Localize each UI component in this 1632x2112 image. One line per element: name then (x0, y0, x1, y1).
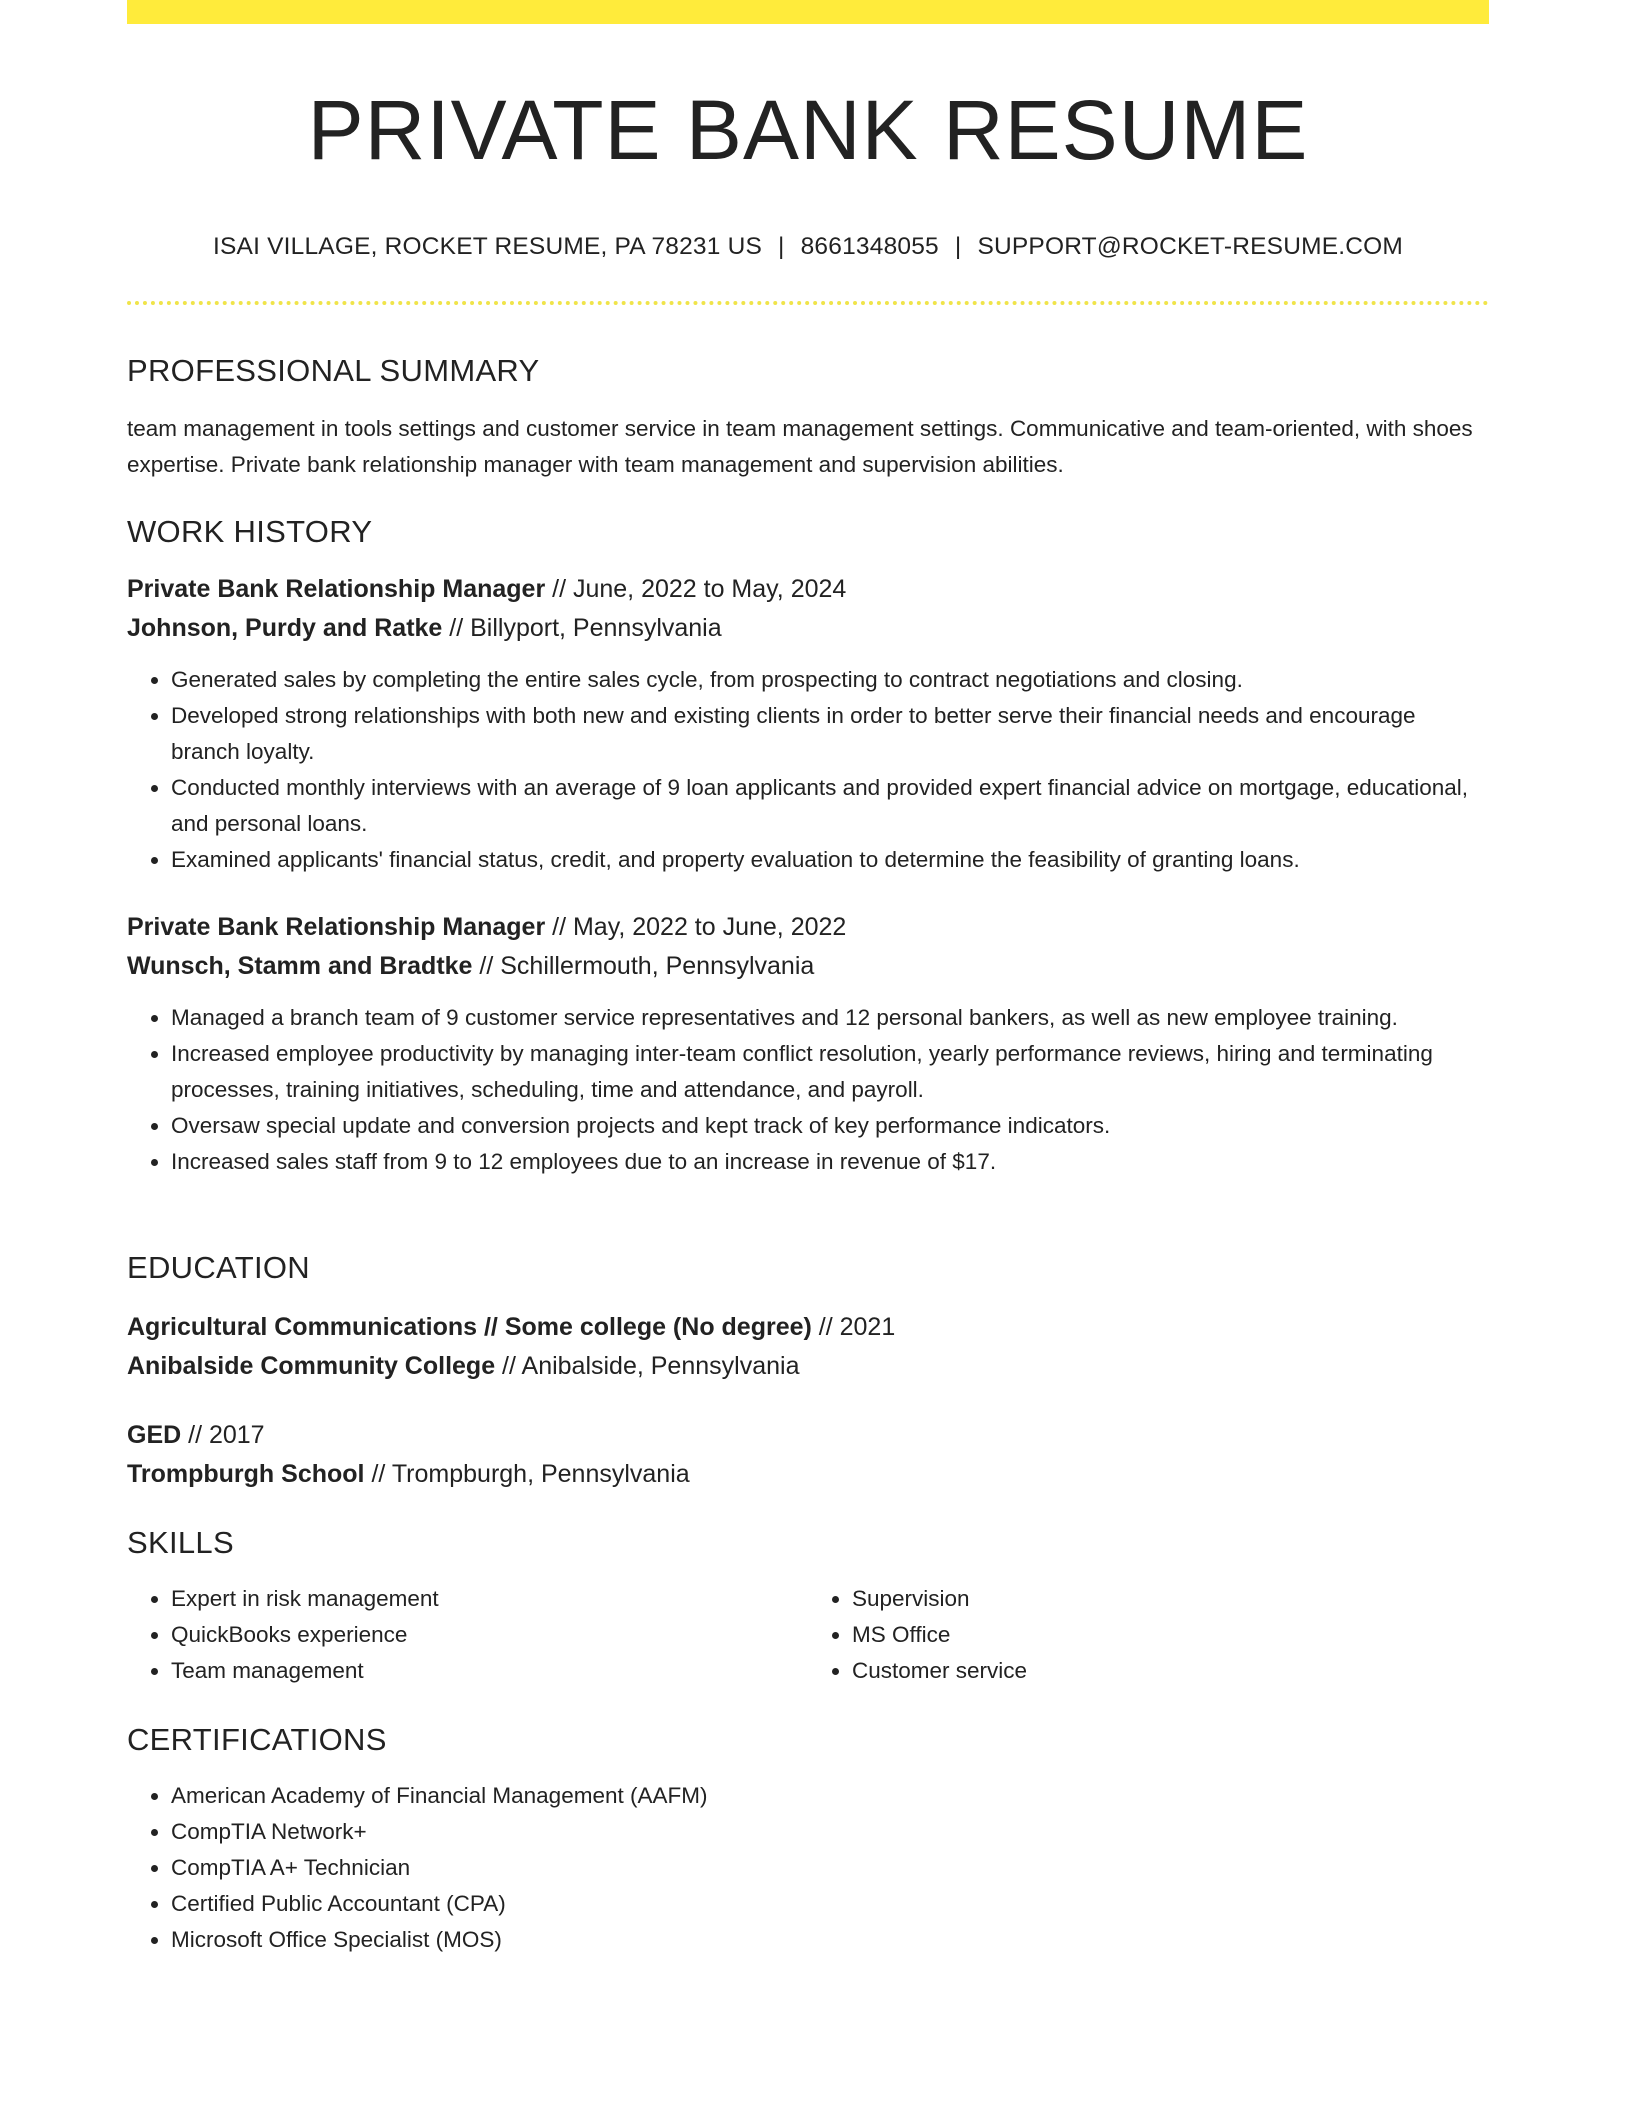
list-item: • QuickBooks experience (171, 1617, 808, 1653)
list-item: • Developed strong relationships with both new and existing clients in order to better serve their financial needs and encourage branch loyalty. (171, 698, 1489, 770)
contact-email[interactable]: SUPPORT@ROCKET-RESUME.COM (977, 233, 1403, 261)
contact-phone[interactable]: 8661348055 (800, 233, 939, 261)
list-item: • Conducted monthly interviews with an average of 9 loan applicants and provided expert financial advice on mortgage, educational, and personal loans. (171, 770, 1489, 842)
certifications-section (127, 1721, 1489, 1958)
summary-section (127, 352, 1489, 483)
section-heading: CERTIFICATIONS (127, 1722, 387, 1757)
skills-section (127, 1524, 1489, 1689)
school-location: // Anibalside, Pennsylvania (495, 1352, 800, 1381)
list-item: • Expert in risk management (171, 1581, 808, 1617)
company-location: // Billyport, Pennsylvania (442, 614, 722, 643)
list-item: • Generated sales by completing the entire sales cycle, from prospecting to contract negotiations and closing. (171, 662, 1489, 698)
school-location: // Trompburgh, Pennsylvania (364, 1460, 690, 1489)
resume-page (127, 0, 1489, 1953)
school-line (127, 1455, 1489, 1494)
contact-separator: | (778, 233, 785, 261)
skills-grid (127, 1581, 1489, 1689)
list-item: • CompTIA A+ Technician (171, 1850, 1489, 1886)
skills-column-right (808, 1581, 1489, 1689)
degree-year: // 2017 (181, 1421, 265, 1450)
list-item: • Oversaw special update and conversion projects and kept track of key performance indicators. (171, 1108, 1489, 1144)
list-item: • Increased sales staff from 9 to 12 employees due to an increase in revenue of $17. (171, 1144, 1489, 1180)
resume-title: PRIVATE BANK RESUME (307, 83, 1309, 177)
degree-line (127, 1416, 1489, 1455)
dotted-divider (127, 301, 1489, 305)
school-line (127, 1347, 1489, 1386)
job-title-line (127, 908, 1489, 947)
school-name: Anibalside Community College (127, 1352, 496, 1381)
accent-top-bar (127, 0, 1489, 24)
summary-text: team management in tools settings and customer service in team management settings. Communicative and team-oriented, with shoes expertise. Private bank relationship manager with team management and supervision abilities. (127, 416, 1473, 478)
job-entry (127, 908, 1489, 1180)
list-item: • American Academy of Financial Management (AAFM) (171, 1778, 1489, 1814)
company-name: Wunsch, Stamm and Bradtke (127, 952, 473, 981)
section-heading: WORK HISTORY (127, 514, 373, 549)
list-item: • Managed a branch team of 9 customer service representatives and 12 personal bankers, as well as new employee training. (171, 1000, 1489, 1036)
contact-separator: | (954, 233, 962, 261)
list-item: • MS Office (852, 1617, 1489, 1653)
job-bullets (127, 1000, 1489, 1180)
job-title: Private Bank Relationship Manager (127, 913, 546, 942)
company-location: // Schillermouth, Pennsylvania (472, 952, 815, 981)
list-item: • Supervision (852, 1581, 1489, 1617)
section-heading: EDUCATION (127, 1250, 310, 1285)
company-name: Johnson, Purdy and Ratke (127, 614, 443, 643)
job-dates: // June, 2022 to May, 2024 (545, 575, 847, 604)
section-heading: PROFESSIONAL SUMMARY (127, 353, 540, 388)
education-entry (127, 1416, 1489, 1494)
list-item: • Increased employee productivity by managing inter-team conflict resolution, yearly performance reviews, hiring and terminating processes, training initiatives, scheduling, time and attendance, and payroll. (171, 1036, 1489, 1108)
certifications-list (127, 1778, 1489, 1958)
list-item: • Team management (171, 1653, 808, 1689)
school-name: Trompburgh School (127, 1460, 365, 1489)
education-section (127, 1249, 1489, 1494)
list-item: • CompTIA Network+ (171, 1814, 1489, 1850)
work-history-section (127, 513, 1489, 1180)
contact-address: ISAI VILLAGE, ROCKET RESUME, PA 78231 US (212, 233, 763, 261)
job-bullets (127, 662, 1489, 878)
section-heading: SKILLS (127, 1525, 234, 1560)
skills-column-left (127, 1581, 808, 1689)
job-dates: // May, 2022 to June, 2022 (545, 913, 847, 942)
list-item: • Microsoft Office Specialist (MOS) (171, 1922, 1489, 1958)
job-title: Private Bank Relationship Manager (127, 575, 546, 604)
education-entry (127, 1308, 1489, 1386)
list-item: • Examined applicants' financial status, credit, and property evaluation to determine the feasibility of granting loans. (171, 842, 1489, 878)
degree-name: GED (127, 1421, 182, 1450)
list-item: • Certified Public Accountant (CPA) (171, 1886, 1489, 1922)
degree-line (127, 1308, 1489, 1347)
company-line (127, 609, 1489, 648)
company-line (127, 947, 1489, 986)
job-title-line (127, 570, 1489, 609)
job-entry (127, 570, 1489, 878)
contact-line (127, 233, 1489, 261)
degree-name: Agricultural Communications // Some college (No degree) (127, 1313, 812, 1342)
degree-year: // 2021 (811, 1313, 896, 1342)
list-item: • Customer service (852, 1653, 1489, 1689)
